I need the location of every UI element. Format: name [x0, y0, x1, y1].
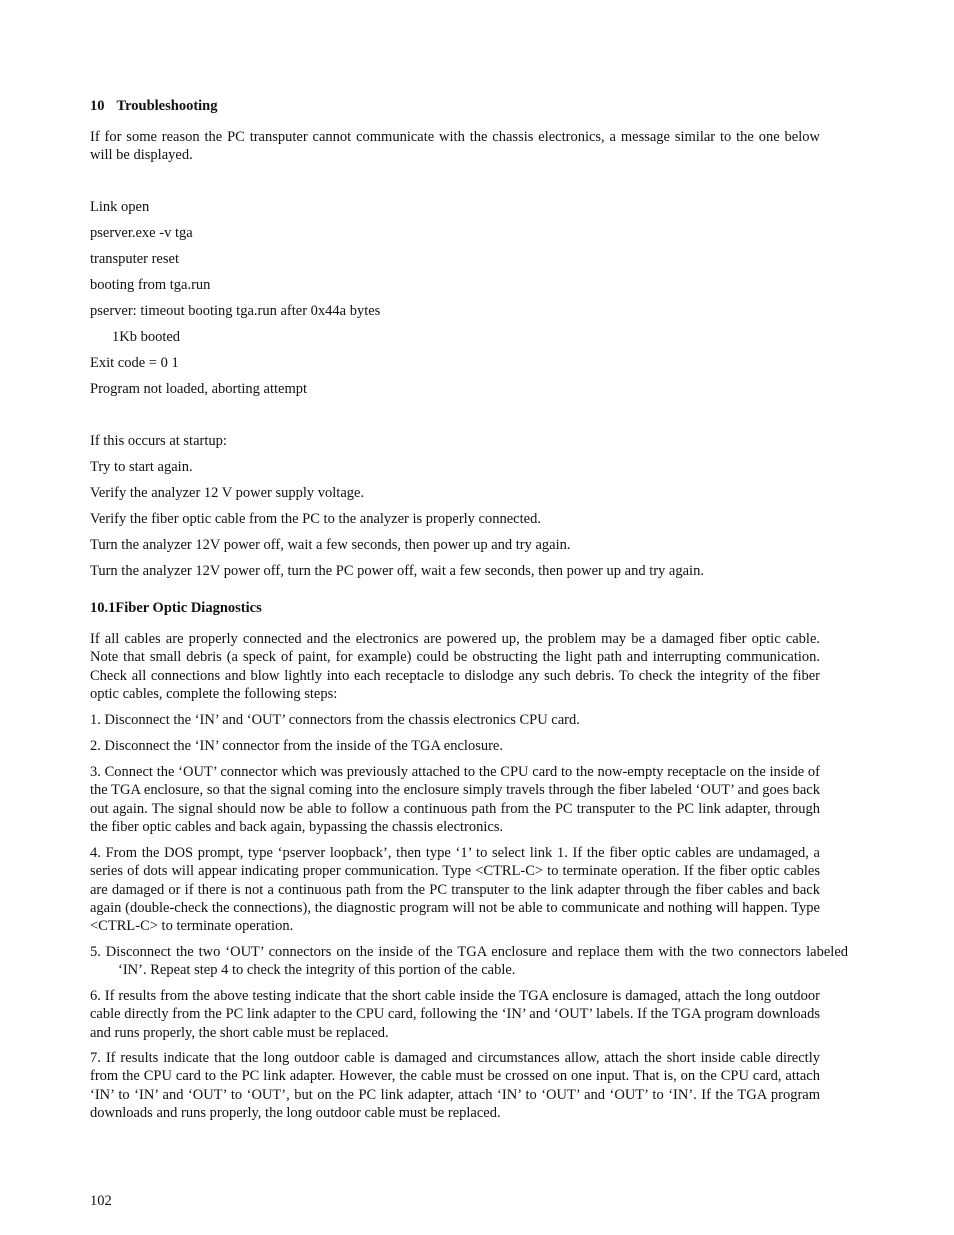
- startup-step: Turn the analyzer 12V power off, wait a few seconds, then power up and try again.: [90, 537, 571, 553]
- console-line: Exit code = 0 1: [90, 355, 179, 371]
- console-line: Program not loaded, aborting attempt: [90, 381, 308, 397]
- console-line: booting from tga.run: [90, 277, 211, 293]
- console-line: transputer reset: [90, 251, 179, 267]
- console-line: Link open: [90, 199, 150, 215]
- startup-step: Verify the fiber optic cable from the PC to the analyzer is properly connected.: [90, 511, 541, 527]
- console-line: 1Kb booted: [112, 329, 181, 345]
- diagnostic-step: 3. Connect the ‘OUT’ connector which was previously attached to the CPU card to the now-empty receptacle on the inside of the TGA enclosure, so that the signal coming into the enclosure simply travels through the fiber labeled ‘OUT’ and goes back out again. The signal should now be able to follow a continuous path from the PC transputer to the PC link adapter, through the fiber optic cables and back again, bypassing the chassis electronics.: [90, 764, 820, 835]
- section-intro-paragraph: If for some reason the PC transputer cannot communicate with the chassis electronics, a message similar to the one below will be displayed.: [90, 129, 820, 164]
- section-heading-10: [90, 98, 820, 115]
- diagnostic-step: 1. Disconnect the ‘IN’ and ‘OUT’ connectors from the chassis electronics CPU card.: [90, 712, 580, 728]
- console-line: pserver.exe -v tga: [90, 225, 193, 241]
- section-heading-10-1: [90, 600, 820, 617]
- diagnostic-step: 7. If results indicate that the long outdoor cable is damaged and circumstances allow, attach the short inside cable directly from the CPU card to the PC link adapter. However, the cable must be crossed on one input. That is, on the CPU card, attach ‘IN’ to ‘IN’ and ‘OUT’ to ‘OUT’, but on the PC link adapter, attach ‘IN’ to ‘OUT’ and ‘OUT’ to ‘IN’. If the TGA program downloads and runs properly, the long outdoor cable must be replaced.: [90, 1050, 820, 1121]
- section-intro-paragraph: If all cables are properly connected and the electronics are powered up, the problem may be a damaged fiber optic cable. Note that small debris (a speck of paint, for example) could be obstructing the light path and interrupting communication. Check all connections and blow lightly into each receptacle to dislodge any such debris. To check the integrity of the fiber optic cables, complete the following steps:: [90, 631, 820, 702]
- diagnostic-step: 2. Disconnect the ‘IN’ connector from the inside of the TGA enclosure.: [90, 738, 503, 754]
- startup-step: Verify the analyzer 12 V power supply voltage.: [90, 485, 365, 501]
- startup-step: Turn the analyzer 12V power off, turn the PC power off, wait a few seconds, then power up and try again.: [90, 563, 704, 579]
- page-number: 102: [90, 1193, 112, 1209]
- diagnostic-step: 5. Disconnect the two ‘OUT’ connectors on the inside of the TGA enclosure and replace them with the two connectors labeled ‘IN’. Repeat step 4 to check the integrity of this portion of the cable.: [90, 944, 848, 979]
- section-number: 10: [90, 98, 105, 114]
- startup-step: Try to start again.: [90, 459, 193, 475]
- section-number: 10.1: [90, 600, 116, 616]
- section-title: Fiber Optic Diagnostics: [115, 600, 262, 616]
- section-title: Troubleshooting: [116, 98, 218, 114]
- diagnostic-step: 4. From the DOS prompt, type ‘pserver loopback’, then type ‘1’ to select link 1. If the fiber optic cables are undamaged, a series of dots will appear indicating proper communication. Type <CTRL-C> to terminate operation. If the fiber optic cables are damaged or if there is not a continuous path from the PC transputer to the link adapter through the fiber cables and back again (double-check the connections), the diagnostic program will not be able to communicate and nothing will happen. Type <CTRL-C> to terminate operation.: [90, 845, 820, 935]
- diagnostic-step: 6. If results from the above testing indicate that the short cable inside the TGA enclosure is damaged, attach the long outdoor cable directly from the PC link adapter to the CPU card, following the ‘IN’ and ‘OUT’ labels. If the TGA program downloads and runs properly, the short cable must be replaced.: [90, 988, 820, 1041]
- startup-lead: If this occurs at startup:: [90, 433, 227, 449]
- console-line: pserver: timeout booting tga.run after 0x44a bytes: [90, 303, 381, 319]
